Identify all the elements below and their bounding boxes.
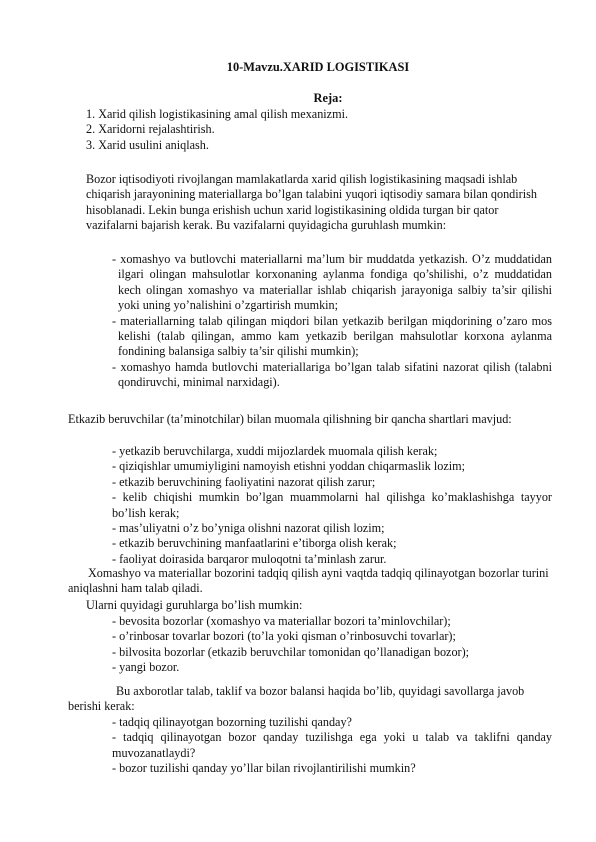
page-title: 10-Mavzu.XARID LOGISTIKASI: [226, 60, 410, 74]
condition-item: - mas’uliyatni o’z bo’yniga olishni nazorat qilish lozim;: [112, 521, 385, 536]
condition-item: - etkazib beruvchining manfaatlarini e’tiborga olish kerak;: [112, 536, 397, 551]
markets-research-text: Xomashyo va materiallar bozorini tadqiq qilish ayni vaqtda tadqiq qilinayotgan bozorlar turini aniqlashni ham talab qiladi.: [68, 566, 549, 596]
market-type-item: - bevosita bozorlar (xomashyo va materiallar bozori ta’minlovchilar);: [112, 614, 451, 628]
plan-list: [86, 107, 546, 153]
intro-paragraph: [86, 172, 548, 234]
condition-item: - faoliyat doirasida barqaror muloqotni ta’minlash zarur.: [112, 551, 387, 566]
questions-paragraph: [68, 684, 552, 715]
question-item: - tadqiq qilinayotgan bozor qanday tuzilishga ega yoki u talab va taklifni qanday muvozanatlaydi?: [112, 730, 552, 760]
markets-groups-paragraph: [86, 598, 552, 613]
questions-list: [112, 715, 552, 777]
plan-item: 3. Xarid usulini aniqlash.: [86, 137, 209, 152]
questions-intro-text: Bu axborotlar talab, taklif va bozor balansi haqida bo’lib, quyidagi savollarga javob berishi kerak:: [68, 684, 525, 714]
markets-groups-intro-text: Ularni quyidagi guruhlarga bo’lish mumkin:: [86, 598, 303, 612]
condition-item: - kelib chiqishi mumkin bo’lgan muammolarni hal qilishga ko’maklashishga tayyor bo’lish kerak;: [112, 490, 552, 520]
tasks-list: [112, 252, 552, 391]
market-type-item: - o’rinbosar tovarlar bozori (to’la yoki qisman o’rinbosuvchi tovarlar);: [112, 629, 456, 644]
market-type-item: - bilvosita bozorlar (etkazib beruvchilar tomonidan qo’llanadigan bozor);: [112, 644, 470, 659]
task-item: - materiallarning talab qilingan miqdori bilan yetkazib berilgan miqdorining o’zaro mos kelishi (talab qilingan, ammo kam yetkazib berilgan mahsulotlar korxona aylanma fondining balansiga salbiy ta’sir qilishi mumkin);: [112, 313, 552, 359]
condition-item: - qiziqishlar umumiyligini namoyish etishni yoddan chiqarmaslik lozim;: [112, 459, 466, 474]
intro-text: Bozor iqtisodiyoti rivojlangan mamlakatlarda xarid qilish logistikasining maqsadi ishlab chiqarish jarayonining materiallarga bo’lgan talabini yuqori iqtisodiy samara bilan qondirish hisoblanadi. Lekin bunga erishish uchun xarid logistikasining oldida turgan bir qator vazifalarni bajarish kerak. Bu vazifalarni quyidagicha guruhlash mumkin:: [86, 172, 537, 233]
question-item: - tadqiq qilinayotgan bozorning tuzilishi qanday?: [112, 715, 352, 729]
task-item: - xomashyo hamda butlovchi materiallariga bo’lgan talab sifatini nazorat qilish (talabni qondiruvchi, minimal narxidagi).: [112, 359, 552, 390]
markets-research-paragraph: [68, 566, 552, 597]
plan-heading: Reja:: [313, 91, 343, 105]
market-types-list: [112, 614, 552, 676]
plan-item: 1. Xarid qilish logistikasining amal qilish mexanizmi.: [86, 107, 349, 121]
conditions-list: [112, 444, 552, 567]
market-type-item: - yangi bozor.: [112, 660, 180, 675]
plan-item: 2. Xaridorni rejalashtirish.: [86, 122, 215, 137]
condition-item: - yetkazib beruvchilarga, xuddi mijozlardek muomala qilish kerak;: [112, 444, 438, 458]
suppliers-paragraph: [68, 412, 538, 427]
question-item: - bozor tuzilishi qanday yo’llar bilan rivojlantirilishi mumkin?: [112, 761, 416, 776]
suppliers-intro-text: Etkazib beruvchilar (ta’minotchilar) bilan muomala qilishning bir qancha shartlari mavjud:: [68, 412, 512, 426]
condition-item: - etkazib beruvchining faoliyatini nazorat qilish zarur;: [112, 474, 376, 489]
task-item: - xomashyo va butlovchi materiallarni ma’lum bir muddatda yetkazish. O’z muddatidan ilgari olingan mahsulotlar korxonaning aylanma fondiga qo’shilishi, o’z muddatidan kech olingan xomashyo va materiallar ishlab chiqarish jarayoniga salbiy ta’sir qilishi yoki uning yo’nalishini o’zgartirish mumkin;: [112, 252, 552, 313]
